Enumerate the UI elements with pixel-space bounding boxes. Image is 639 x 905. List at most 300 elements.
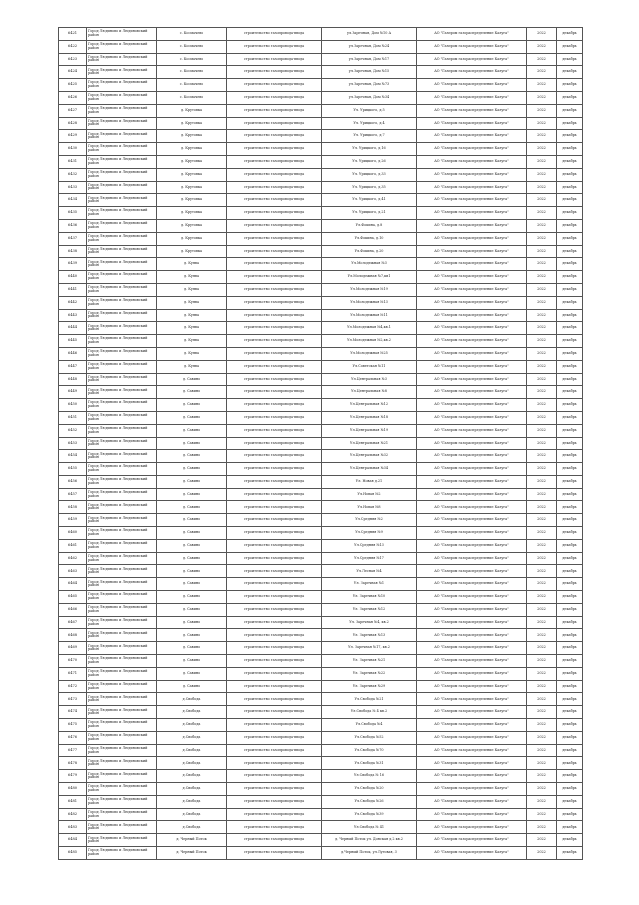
year-cell: 2022: [527, 117, 557, 130]
work-type-cell: строительство газопровода-ввода: [227, 104, 322, 117]
year-cell: 2022: [527, 143, 557, 156]
organization-cell: АО "Газпром газораспределение Калуга": [417, 347, 527, 360]
year-cell: 2022: [527, 155, 557, 168]
month-cell: декабрь: [557, 834, 583, 847]
address-cell: Ул. Заречная №4, кв.2: [322, 616, 417, 629]
district-cell: Город Людиново и Людиновский район: [87, 847, 157, 860]
address-cell: Ул.Средняя №17: [322, 552, 417, 565]
row-number: 6436: [59, 219, 87, 232]
organization-cell: АО "Газпром газораспределение Калуга": [417, 309, 527, 322]
month-cell: декабрь: [557, 565, 583, 578]
work-type-cell: строительство газопровода-ввода: [227, 591, 322, 604]
work-type-cell: строительство газопровода-ввода: [227, 795, 322, 808]
address-cell: Ул. Урицкого, д.4: [322, 117, 417, 130]
work-type-cell: строительство газопровода-ввода: [227, 706, 322, 719]
row-number: 6451: [59, 411, 87, 424]
table-row: [59, 655, 583, 668]
district-cell: Город Людиново и Людиновский район: [87, 309, 157, 322]
organization-cell: АО "Газпром газораспределение Калуга": [417, 104, 527, 117]
month-cell: декабрь: [557, 28, 583, 41]
table-row: [59, 411, 583, 424]
row-number: 6444: [59, 322, 87, 335]
row-number: 6473: [59, 693, 87, 706]
document-sheet: [58, 27, 582, 860]
address-cell: Ул. Заречная №10: [322, 591, 417, 604]
year-cell: 2022: [527, 232, 557, 245]
district-cell: Город Людиново и Людиновский район: [87, 706, 157, 719]
row-number: 6443: [59, 309, 87, 322]
address-cell: Ул. Урицкого, д.26: [322, 155, 417, 168]
month-cell: декабрь: [557, 475, 583, 488]
work-type-cell: строительство газопровода-ввода: [227, 322, 322, 335]
year-cell: 2022: [527, 488, 557, 501]
year-cell: 2022: [527, 347, 557, 360]
address-cell: ул.Заречная, Дом №10 А: [322, 28, 417, 41]
month-cell: декабрь: [557, 40, 583, 53]
district-cell: Город Людиново и Людиновский район: [87, 578, 157, 591]
row-number: 6455: [59, 463, 87, 476]
organization-cell: АО "Газпром газораспределение Калуга": [417, 655, 527, 668]
year-cell: 2022: [527, 616, 557, 629]
district-cell: Город Людиново и Людиновский район: [87, 821, 157, 834]
table-row: [59, 66, 583, 79]
organization-cell: АО "Газпром газораспределение Калуга": [417, 642, 527, 655]
month-cell: декабрь: [557, 335, 583, 348]
table-row: [59, 642, 583, 655]
year-cell: 2022: [527, 271, 557, 284]
table-row: [59, 207, 583, 220]
organization-cell: АО "Газпром газораспределение Калуга": [417, 629, 527, 642]
address-cell: Ул.Центральная №32: [322, 450, 417, 463]
table-row: [59, 219, 583, 232]
table-row: [59, 808, 583, 821]
district-cell: Город Людиново и Людиновский район: [87, 219, 157, 232]
settlement-cell: д. Савино: [157, 386, 227, 399]
row-number: 6452: [59, 424, 87, 437]
row-number: 6448: [59, 373, 87, 386]
table-row: [59, 79, 583, 92]
district-cell: Город Людиново и Людиновский район: [87, 207, 157, 220]
work-type-cell: строительство газопровода-ввода: [227, 130, 322, 143]
settlement-cell: д. Савино: [157, 629, 227, 642]
organization-cell: АО "Газпром газораспределение Калуга": [417, 591, 527, 604]
district-cell: Город Людиново и Людиновский район: [87, 629, 157, 642]
table-row: [59, 514, 583, 527]
district-cell: Город Людиново и Людиновский район: [87, 437, 157, 450]
year-cell: 2022: [527, 693, 557, 706]
table-row: [59, 488, 583, 501]
month-cell: декабрь: [557, 411, 583, 424]
table-row: [59, 475, 583, 488]
organization-cell: АО "Газпром газораспределение Калуга": [417, 616, 527, 629]
month-cell: декабрь: [557, 488, 583, 501]
table-row: [59, 322, 583, 335]
table-row: [59, 283, 583, 296]
address-cell: Ул.Средняя №2: [322, 514, 417, 527]
year-cell: 2022: [527, 53, 557, 66]
work-type-cell: строительство газопровода-ввода: [227, 232, 322, 245]
row-number: 6457: [59, 488, 87, 501]
row-number: 6459: [59, 514, 87, 527]
district-cell: Город Людиново и Людиновский район: [87, 411, 157, 424]
month-cell: декабрь: [557, 258, 583, 271]
district-cell: Город Людиново и Людиновский район: [87, 232, 157, 245]
month-cell: декабрь: [557, 245, 583, 258]
district-cell: Город Людиново и Людиновский район: [87, 527, 157, 540]
district-cell: Город Людиново и Людиновский район: [87, 719, 157, 732]
district-cell: Город Людиново и Людиновский район: [87, 40, 157, 53]
month-cell: декабрь: [557, 386, 583, 399]
settlement-cell: д. Крутовка: [157, 245, 227, 258]
work-type-cell: строительство газопровода-ввода: [227, 731, 322, 744]
month-cell: декабрь: [557, 719, 583, 732]
district-cell: Город Людиново и Людиновский район: [87, 667, 157, 680]
month-cell: декабрь: [557, 847, 583, 860]
organization-cell: АО "Газпром газораспределение Калуга": [417, 834, 527, 847]
settlement-cell: д. Савино: [157, 373, 227, 386]
address-cell: Ул.Фокина, д.20: [322, 245, 417, 258]
district-cell: Город Людиново и Людиновский район: [87, 130, 157, 143]
year-cell: 2022: [527, 847, 557, 860]
district-cell: Город Людиново и Людиновский район: [87, 117, 157, 130]
address-cell: Ул.Свобода №70: [322, 744, 417, 757]
organization-cell: АО "Газпром газораспределение Калуга": [417, 795, 527, 808]
district-cell: Город Людиново и Людиновский район: [87, 463, 157, 476]
month-cell: декабрь: [557, 181, 583, 194]
organization-cell: АО "Газпром газораспределение Калуга": [417, 28, 527, 41]
district-cell: Город Людиново и Людиновский район: [87, 757, 157, 770]
year-cell: 2022: [527, 335, 557, 348]
address-cell: Ул. Урицкого, д.5: [322, 104, 417, 117]
row-number: 6474: [59, 706, 87, 719]
year-cell: 2022: [527, 424, 557, 437]
month-cell: декабрь: [557, 296, 583, 309]
year-cell: 2022: [527, 245, 557, 258]
row-number: 6440: [59, 271, 87, 284]
year-cell: 2022: [527, 66, 557, 79]
settlement-cell: д. Крутовка: [157, 219, 227, 232]
year-cell: 2022: [527, 565, 557, 578]
row-number: 6462: [59, 552, 87, 565]
table-row: [59, 770, 583, 783]
table-row: [59, 527, 583, 540]
district-cell: Город Людиново и Людиновский район: [87, 28, 157, 41]
work-type-cell: строительство газопровода-ввода: [227, 501, 322, 514]
work-type-cell: строительство газопровода-ввода: [227, 642, 322, 655]
row-number: 6434: [59, 194, 87, 207]
organization-cell: АО "Газпром газораспределение Калуга": [417, 399, 527, 412]
settlement-cell: д. Крутовка: [157, 104, 227, 117]
table-row: [59, 834, 583, 847]
settlement-cell: д. Савино: [157, 514, 227, 527]
row-number: 6433: [59, 181, 87, 194]
organization-cell: АО "Газпром газораспределение Калуга": [417, 168, 527, 181]
address-cell: Ул.Свобода № 4 кв.2: [322, 706, 417, 719]
address-cell: Ул.Центральная №18: [322, 411, 417, 424]
month-cell: декабрь: [557, 539, 583, 552]
work-type-cell: строительство газопровода-ввода: [227, 360, 322, 373]
year-cell: 2022: [527, 450, 557, 463]
month-cell: декабрь: [557, 795, 583, 808]
settlement-cell: д. Крутовка: [157, 130, 227, 143]
address-cell: Ул.Свобода №39: [322, 808, 417, 821]
table-row: [59, 847, 583, 860]
year-cell: 2022: [527, 770, 557, 783]
row-number: 6431: [59, 155, 87, 168]
district-cell: Город Людиново и Людиновский район: [87, 283, 157, 296]
address-cell: ул.Заречная, Дом №17: [322, 53, 417, 66]
organization-cell: АО "Газпром газораспределение Калуга": [417, 578, 527, 591]
settlement-cell: д. Крутовка: [157, 143, 227, 156]
settlement-cell: д. Черный Поток: [157, 834, 227, 847]
year-cell: 2022: [527, 501, 557, 514]
settlement-cell: д.Свобода: [157, 693, 227, 706]
month-cell: декабрь: [557, 770, 583, 783]
table-row: [59, 309, 583, 322]
month-cell: декабрь: [557, 629, 583, 642]
organization-cell: АО "Газпром газораспределение Калуга": [417, 731, 527, 744]
address-cell: Ул.Центральная №21: [322, 437, 417, 450]
organization-cell: АО "Газпром газораспределение Калуга": [417, 219, 527, 232]
year-cell: 2022: [527, 181, 557, 194]
month-cell: декабрь: [557, 731, 583, 744]
row-number: 6483: [59, 821, 87, 834]
table-row: [59, 783, 583, 796]
row-number: 6430: [59, 143, 87, 156]
table-row: [59, 296, 583, 309]
organization-cell: АО "Газпром газораспределение Калуга": [417, 91, 527, 104]
table-row: [59, 117, 583, 130]
work-type-cell: строительство газопровода-ввода: [227, 655, 322, 668]
table-row: [59, 143, 583, 156]
table-row: [59, 821, 583, 834]
district-cell: Город Людиново и Людиновский район: [87, 66, 157, 79]
settlement-cell: д. Крутовка: [157, 155, 227, 168]
address-cell: ул.Заречная, Дом №15: [322, 66, 417, 79]
table-row: [59, 591, 583, 604]
work-type-cell: строительство газопровода-ввода: [227, 488, 322, 501]
work-type-cell: строительство газопровода-ввода: [227, 53, 322, 66]
organization-cell: АО "Газпром газораспределение Калуга": [417, 680, 527, 693]
address-cell: Ул.Центральная №8: [322, 386, 417, 399]
settlement-cell: с. Космачево: [157, 28, 227, 41]
work-type-cell: строительство газопровода-ввода: [227, 514, 322, 527]
district-cell: Город Людиново и Людиновский район: [87, 501, 157, 514]
table-row: [59, 437, 583, 450]
work-type-cell: строительство газопровода-ввода: [227, 744, 322, 757]
month-cell: декабрь: [557, 693, 583, 706]
table-row: [59, 28, 583, 41]
month-cell: декабрь: [557, 616, 583, 629]
organization-cell: АО "Газпром газораспределение Калуга": [417, 514, 527, 527]
row-number: 6432: [59, 168, 87, 181]
month-cell: декабрь: [557, 66, 583, 79]
month-cell: декабрь: [557, 514, 583, 527]
district-cell: Город Людиново и Людиновский район: [87, 514, 157, 527]
organization-cell: АО "Газпром газораспределение Калуга": [417, 411, 527, 424]
month-cell: декабрь: [557, 322, 583, 335]
work-type-cell: строительство газопровода-ввода: [227, 578, 322, 591]
table-row: [59, 386, 583, 399]
address-cell: Ул. Урицкого, д.35: [322, 181, 417, 194]
year-cell: 2022: [527, 514, 557, 527]
year-cell: 2022: [527, 719, 557, 732]
row-number: 6453: [59, 437, 87, 450]
settlement-cell: д. Савино: [157, 591, 227, 604]
work-type-cell: строительство газопровода-ввода: [227, 821, 322, 834]
settlement-cell: д.Свобода: [157, 706, 227, 719]
address-cell: Ул.Свобода № 16: [322, 770, 417, 783]
address-cell: Ул.Лесная №4: [322, 565, 417, 578]
settlement-cell: д. Савино: [157, 655, 227, 668]
district-cell: Город Людиново и Людиновский район: [87, 322, 157, 335]
table-row: [59, 373, 583, 386]
settlement-cell: д. Савино: [157, 463, 227, 476]
year-cell: 2022: [527, 821, 557, 834]
table-row: [59, 399, 583, 412]
year-cell: 2022: [527, 258, 557, 271]
table-row: [59, 360, 583, 373]
district-cell: Город Людиново и Людиновский район: [87, 258, 157, 271]
organization-cell: АО "Газпром газораспределение Калуга": [417, 271, 527, 284]
work-type-cell: строительство газопровода-ввода: [227, 770, 322, 783]
settlement-cell: д. Куява: [157, 258, 227, 271]
work-type-cell: строительство газопровода-ввода: [227, 463, 322, 476]
address-cell: Ул.Новая №8: [322, 501, 417, 514]
district-cell: Город Людиново и Людиновский район: [87, 616, 157, 629]
year-cell: 2022: [527, 437, 557, 450]
organization-cell: АО "Газпром газораспределение Калуга": [417, 783, 527, 796]
row-number: 6454: [59, 450, 87, 463]
address-cell: Ул. Заречная №12: [322, 603, 417, 616]
table-row: [59, 578, 583, 591]
year-cell: 2022: [527, 706, 557, 719]
row-number: 6481: [59, 795, 87, 808]
organization-cell: АО "Газпром газораспределение Калуга": [417, 155, 527, 168]
settlement-cell: д. Савино: [157, 539, 227, 552]
year-cell: 2022: [527, 527, 557, 540]
organization-cell: АО "Газпром газораспределение Калуга": [417, 450, 527, 463]
settlement-cell: д. Савино: [157, 488, 227, 501]
month-cell: декабрь: [557, 399, 583, 412]
month-cell: декабрь: [557, 155, 583, 168]
organization-cell: АО "Газпром газораспределение Калуга": [417, 706, 527, 719]
year-cell: 2022: [527, 795, 557, 808]
organization-cell: АО "Газпром газораспределение Калуга": [417, 770, 527, 783]
organization-cell: АО "Газпром газораспределение Калуга": [417, 143, 527, 156]
row-number: 6464: [59, 578, 87, 591]
address-cell: Ул. Заречная №1: [322, 578, 417, 591]
settlement-cell: д. Куява: [157, 322, 227, 335]
table-row: [59, 680, 583, 693]
address-cell: Ул.Молодежная №25: [322, 347, 417, 360]
district-cell: Город Людиново и Людиновский район: [87, 655, 157, 668]
district-cell: Город Людиново и Людиновский район: [87, 834, 157, 847]
address-cell: Ул. Урицкого, д.16: [322, 143, 417, 156]
address-cell: д. Черный Поток ул. Донская д.2 кв.2: [322, 834, 417, 847]
organization-cell: АО "Газпром газораспределение Калуга": [417, 79, 527, 92]
table-row: [59, 744, 583, 757]
settlement-cell: д. Савино: [157, 603, 227, 616]
district-cell: Город Людиново и Людиновский район: [87, 450, 157, 463]
address-cell: Ул.Новая №2: [322, 488, 417, 501]
district-cell: Город Людиново и Людиновский район: [87, 808, 157, 821]
settlement-cell: д. Куява: [157, 271, 227, 284]
row-number: 6480: [59, 783, 87, 796]
month-cell: декабрь: [557, 207, 583, 220]
table-row: [59, 719, 583, 732]
work-type-cell: строительство газопровода-ввода: [227, 757, 322, 770]
work-type-cell: строительство газопровода-ввода: [227, 424, 322, 437]
year-cell: 2022: [527, 322, 557, 335]
row-number: 6471: [59, 667, 87, 680]
organization-cell: АО "Газпром газораспределение Калуга": [417, 40, 527, 53]
table-row: [59, 232, 583, 245]
row-number: 6470: [59, 655, 87, 668]
row-number: 6460: [59, 527, 87, 540]
work-type-cell: строительство газопровода-ввода: [227, 680, 322, 693]
settlement-cell: д. Савино: [157, 501, 227, 514]
table-row: [59, 463, 583, 476]
row-number: 6463: [59, 565, 87, 578]
address-cell: Ул.Средняя №9: [322, 527, 417, 540]
month-cell: декабрь: [557, 783, 583, 796]
address-cell: Ул.Средняя №13: [322, 539, 417, 552]
district-cell: Город Людиново и Людиновский район: [87, 168, 157, 181]
row-number: 6438: [59, 245, 87, 258]
table-row: [59, 91, 583, 104]
work-type-cell: строительство газопровода-ввода: [227, 271, 322, 284]
organization-cell: АО "Газпром газораспределение Калуга": [417, 181, 527, 194]
work-type-cell: строительство газопровода-ввода: [227, 28, 322, 41]
district-cell: Город Людиново и Людиновский район: [87, 783, 157, 796]
settlement-cell: с. Космачево: [157, 91, 227, 104]
district-cell: Город Людиново и Людиновский район: [87, 552, 157, 565]
table-row: [59, 271, 583, 284]
year-cell: 2022: [527, 463, 557, 476]
table-row: [59, 552, 583, 565]
organization-cell: АО "Газпром газораспределение Калуга": [417, 603, 527, 616]
row-number: 6465: [59, 591, 87, 604]
work-type-cell: строительство газопровода-ввода: [227, 847, 322, 860]
work-type-cell: строительство газопровода-ввода: [227, 399, 322, 412]
row-number: 6468: [59, 629, 87, 642]
address-cell: Ул. Новая д.21: [322, 475, 417, 488]
address-cell: Ул.Молодежная №19: [322, 283, 417, 296]
work-type-cell: строительство газопровода-ввода: [227, 475, 322, 488]
settlement-cell: д. Куява: [157, 283, 227, 296]
organization-cell: АО "Газпром газораспределение Калуга": [417, 463, 527, 476]
district-cell: Город Людиново и Людиновский район: [87, 194, 157, 207]
district-cell: Город Людиново и Людиновский район: [87, 79, 157, 92]
district-cell: Город Людиново и Людиновский район: [87, 488, 157, 501]
settlement-cell: д.Свобода: [157, 808, 227, 821]
district-cell: Город Людиново и Людиновский район: [87, 399, 157, 412]
district-cell: Город Людиново и Людиновский район: [87, 143, 157, 156]
row-number: 6458: [59, 501, 87, 514]
settlement-cell: д. Савино: [157, 527, 227, 540]
address-cell: Ул. Урицкого, д.7: [322, 130, 417, 143]
settlement-cell: д. Куява: [157, 360, 227, 373]
month-cell: декабрь: [557, 424, 583, 437]
year-cell: 2022: [527, 399, 557, 412]
organization-cell: АО "Газпром газораспределение Калуга": [417, 53, 527, 66]
address-cell: Ул. Заречная №21: [322, 655, 417, 668]
settlement-cell: д. Савино: [157, 424, 227, 437]
work-type-cell: строительство газопровода-ввода: [227, 693, 322, 706]
district-cell: Город Людиново и Людиновский район: [87, 795, 157, 808]
work-type-cell: строительство газопровода-ввода: [227, 40, 322, 53]
